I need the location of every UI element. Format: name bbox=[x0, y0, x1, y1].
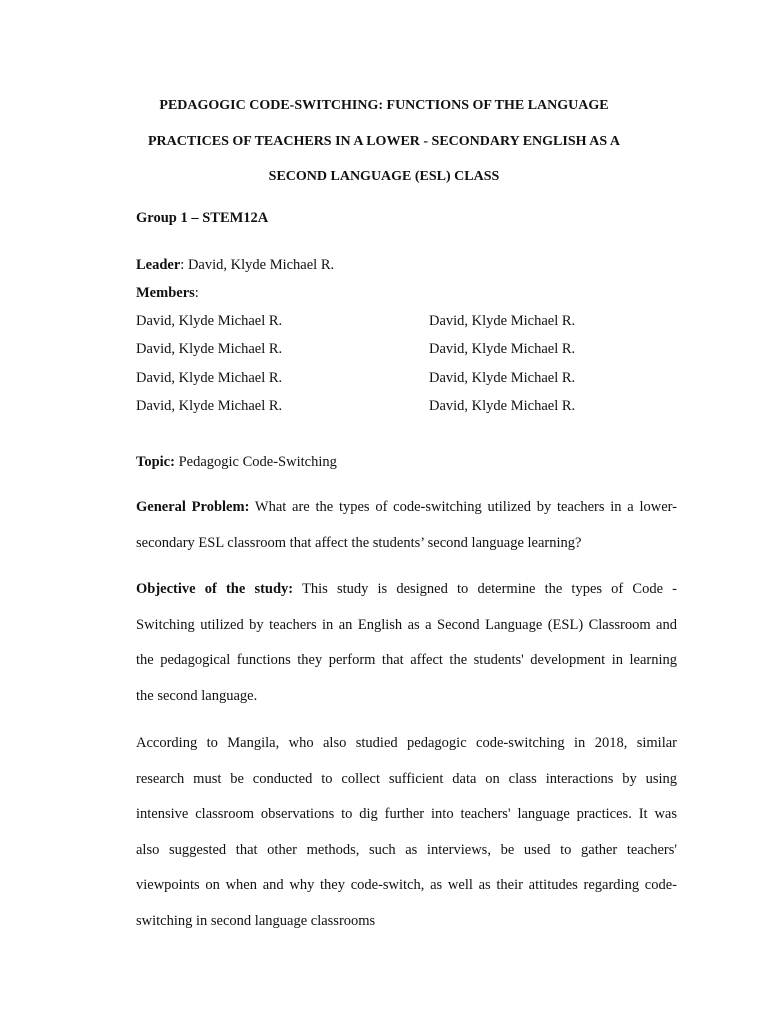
member-name: David, Klyde Michael R. bbox=[429, 313, 576, 329]
members-colon: : bbox=[194, 285, 199, 301]
objective-text: This study is designed to determine the types of Code - bbox=[293, 581, 677, 597]
member-name: David, Klyde Michael R. bbox=[136, 313, 283, 329]
paragraph-line bbox=[136, 572, 677, 608]
leader-value: : David, Klyde Michael R. bbox=[180, 257, 335, 273]
paragraph-line: Switching utilized by teachers in an English as a Second Language (ESL) Classroom and bbox=[136, 616, 677, 633]
title-line: SECOND LANGUAGE (ESL) CLASS bbox=[268, 169, 500, 184]
paragraph-line: secondary ESL classroom that affect the students’ second language learning? bbox=[136, 534, 582, 551]
objective-label: Objective of the study: bbox=[136, 581, 294, 597]
member-name: David, Klyde Michael R. bbox=[136, 370, 283, 386]
members-line bbox=[136, 285, 199, 302]
group-heading: Group 1 – STEM12A bbox=[136, 210, 269, 226]
member-name: David, Klyde Michael R. bbox=[429, 398, 576, 414]
general-problem-text: What are the types of code-switching utilized by teachers in a lower- bbox=[249, 499, 677, 515]
paragraph-line bbox=[136, 490, 677, 526]
general-problem-paragraph bbox=[136, 490, 677, 561]
document-title bbox=[120, 88, 648, 195]
members-label: Members bbox=[136, 285, 195, 301]
member-name: David, Klyde Michael R. bbox=[136, 341, 283, 357]
member-name: David, Klyde Michael R. bbox=[136, 398, 283, 414]
paragraph-line: According to Mangila, who also studied pedagogic code-switching in 2018, similar bbox=[136, 735, 677, 751]
topic-value: Pedagogic Code-Switching bbox=[174, 454, 337, 470]
member-name: David, Klyde Michael R. bbox=[429, 341, 576, 357]
paragraph-line: research must be conducted to collect sufficient data on class interactions by using bbox=[136, 770, 677, 787]
title-line: PRACTICES OF TEACHERS IN A LOWER - SECONDARY ENGLISH AS A bbox=[148, 133, 620, 149]
leader-line bbox=[136, 257, 334, 274]
topic-line bbox=[136, 454, 337, 471]
objective-paragraph bbox=[136, 572, 677, 714]
topic-label: Topic: bbox=[136, 454, 175, 470]
paragraph-line: intensive classroom observations to dig further into teachers' language practices. It was bbox=[136, 806, 677, 822]
leader-label: Leader bbox=[136, 257, 181, 273]
paragraph-line: viewpoints on when and why they code-switch, as well as their attitudes regarding code- bbox=[136, 877, 677, 893]
paragraph-line: the second language. bbox=[136, 687, 258, 704]
general-problem-label: General Problem: bbox=[136, 499, 250, 515]
paragraph-line: also suggested that other methods, such as interviews, be used to gather teachers' bbox=[136, 841, 677, 858]
mangila-paragraph bbox=[136, 726, 677, 939]
title-line: PEDAGOGIC CODE-SWITCHING: FUNCTIONS OF THE LANGUAGE bbox=[159, 98, 609, 113]
paragraph-line: the pedagogical functions they perform that affect the students' development in learning bbox=[136, 652, 677, 668]
paragraph-line: switching in second language classrooms bbox=[136, 912, 376, 929]
member-name: David, Klyde Michael R. bbox=[429, 370, 576, 386]
